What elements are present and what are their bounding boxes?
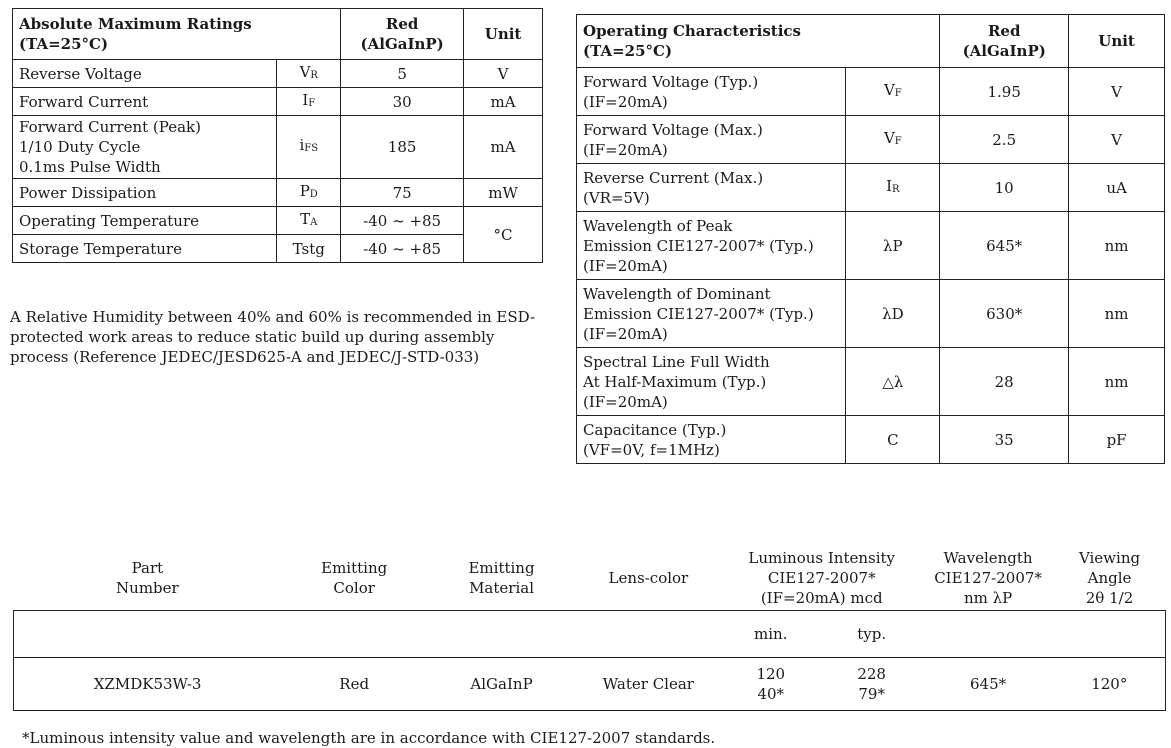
opc-row bbox=[577, 348, 1165, 416]
amr-red-header bbox=[341, 9, 464, 60]
opc-title-cell bbox=[577, 15, 940, 68]
amr-value: 75 bbox=[341, 179, 464, 207]
opc-value: 645* bbox=[940, 212, 1069, 280]
opc-unit: nm bbox=[1069, 280, 1165, 348]
opc-unit: nm bbox=[1069, 212, 1165, 280]
table-row bbox=[14, 658, 1166, 711]
viewing-angle-header: Viewing Angle 2θ 1/2 bbox=[1078, 549, 1141, 607]
typ-label: typ. bbox=[821, 611, 923, 658]
amr-title: Absolute Maximum Ratings bbox=[19, 15, 252, 33]
amr-red-label: Red bbox=[385, 15, 419, 33]
opc-red-label: Red bbox=[987, 22, 1021, 40]
luminous-min: 120 40* bbox=[721, 658, 821, 711]
viewing-angle-value: 120° bbox=[1054, 658, 1166, 711]
part-table-header bbox=[14, 546, 1166, 611]
amr-unit: mA bbox=[464, 88, 543, 116]
amr-unit: V bbox=[464, 60, 543, 88]
amr-material-label: (AlGaInP) bbox=[360, 35, 444, 53]
opc-row bbox=[577, 68, 1165, 116]
footnote: *Luminous intensity value and wavelength are in accordance with CIE127-2007 standards. bbox=[22, 729, 716, 747]
part-number-table bbox=[13, 546, 1166, 711]
amr-unit-header: Unit bbox=[464, 9, 543, 60]
opc-value: 2.5 bbox=[940, 116, 1069, 164]
opc-param: Capacitance (Typ.) (VF=0V, f=1MHz) bbox=[577, 416, 846, 464]
amr-value: -40 ~ +85 bbox=[341, 207, 464, 235]
lens-color-header: Lens-color bbox=[608, 569, 689, 587]
opc-symbol: △λ bbox=[846, 348, 940, 416]
amr-row bbox=[13, 207, 543, 235]
amr-param: Power Dissipation bbox=[13, 179, 277, 207]
amr-row bbox=[13, 116, 543, 179]
opc-red-header bbox=[940, 15, 1069, 68]
amr-symbol: $V_R$ bbox=[277, 60, 341, 88]
opc-material-label: (AlGaInP) bbox=[962, 42, 1046, 60]
amr-symbol: $P_D$ bbox=[277, 179, 341, 207]
amr-symbol: $I_F$ bbox=[277, 88, 341, 116]
lens-color: Water Clear bbox=[576, 658, 721, 711]
opc-row bbox=[577, 212, 1165, 280]
opc-param: Spectral Line Full Width At Half-Maximum (Typ.) (IF=20mA) bbox=[577, 348, 846, 416]
opc-row bbox=[577, 164, 1165, 212]
amr-row bbox=[13, 235, 543, 263]
opc-value: 10 bbox=[940, 164, 1069, 212]
opc-title: Operating Characteristics bbox=[583, 22, 802, 40]
amr-param: Reverse Voltage bbox=[13, 60, 277, 88]
opc-value: 630* bbox=[940, 280, 1069, 348]
absolute-maximum-ratings-table bbox=[12, 8, 543, 263]
opc-param: Wavelength of Peak Emission CIE127-2007* (Typ.) (IF=20mA) bbox=[577, 212, 846, 280]
amr-param: Storage Temperature bbox=[13, 235, 277, 263]
amr-row bbox=[13, 179, 543, 207]
amr-row bbox=[13, 88, 543, 116]
amr-unit: mA bbox=[464, 116, 543, 179]
opc-param: Forward Voltage (Max.) (IF=20mA) bbox=[577, 116, 846, 164]
wavelength-header: Wavelength CIE127-2007* nm λP bbox=[934, 549, 1042, 607]
amr-param: Forward Current (Peak) 1/10 Duty Cycle 0.1ms Pulse Width bbox=[13, 116, 277, 179]
opc-param: Wavelength of Dominant Emission CIE127-2007* (Typ.) (IF=20mA) bbox=[577, 280, 846, 348]
operating-characteristics-table bbox=[576, 14, 1165, 464]
amr-condition: (TA=25°C) bbox=[19, 35, 109, 53]
emitting-color-header: Emitting Color bbox=[321, 559, 388, 597]
opc-symbol: $V_F$ bbox=[846, 116, 940, 164]
emitting-color: Red bbox=[281, 658, 427, 711]
part-table-subheader bbox=[14, 611, 1166, 658]
opc-row bbox=[577, 416, 1165, 464]
part-number-header: Part Number bbox=[116, 559, 179, 597]
opc-unit: pF bbox=[1069, 416, 1165, 464]
opc-value: 35 bbox=[940, 416, 1069, 464]
opc-value: 1.95 bbox=[940, 68, 1069, 116]
amr-title-cell bbox=[13, 9, 341, 60]
opc-value: 28 bbox=[940, 348, 1069, 416]
opc-param: Reverse Current (Max.) (VR=5V) bbox=[577, 164, 846, 212]
opc-symbol: C bbox=[846, 416, 940, 464]
opc-unit-header: Unit bbox=[1069, 15, 1165, 68]
amr-symbol: $i_{FS}$ bbox=[277, 116, 341, 179]
opc-unit: V bbox=[1069, 68, 1165, 116]
opc-symbol: λP bbox=[846, 212, 940, 280]
emitting-material-header: Emitting Material bbox=[468, 559, 535, 597]
amr-value: 5 bbox=[341, 60, 464, 88]
amr-value: 185 bbox=[341, 116, 464, 179]
opc-symbol: $V_F$ bbox=[846, 68, 940, 116]
amr-value: -40 ~ +85 bbox=[341, 235, 464, 263]
opc-unit: V bbox=[1069, 116, 1165, 164]
opc-unit: uA bbox=[1069, 164, 1165, 212]
amr-row bbox=[13, 60, 543, 88]
part-number: XZMDK53W-3 bbox=[14, 658, 282, 711]
opc-row bbox=[577, 116, 1165, 164]
amr-value: 30 bbox=[341, 88, 464, 116]
opc-symbol: $I_R$ bbox=[846, 164, 940, 212]
amr-param: Forward Current bbox=[13, 88, 277, 116]
humidity-note: A Relative Humidity between 40% and 60% is recommended in ESD-protected work areas to reduce static build up during assembly process (Reference JEDEC/JESD625-A and JEDEC/J-STD-033) bbox=[10, 308, 536, 366]
amr-param: Operating Temperature bbox=[13, 207, 277, 235]
wavelength-value: 645* bbox=[923, 658, 1054, 711]
amr-symbol: Tstg bbox=[277, 235, 341, 263]
luminous-intensity-header: Luminous Intensity CIE127-2007* (IF=20mA) mcd bbox=[748, 549, 896, 607]
opc-unit: nm bbox=[1069, 348, 1165, 416]
luminous-typ: 228 79* bbox=[821, 658, 923, 711]
opc-param: Forward Voltage (Typ.) (IF=20mA) bbox=[577, 68, 846, 116]
amr-unit: °C bbox=[464, 207, 543, 263]
amr-unit: mW bbox=[464, 179, 543, 207]
opc-symbol: λD bbox=[846, 280, 940, 348]
min-label: min. bbox=[721, 611, 821, 658]
emitting-material: AlGaInP bbox=[427, 658, 576, 711]
opc-condition: (TA=25°C) bbox=[583, 42, 673, 60]
amr-symbol: $T_A$ bbox=[277, 207, 341, 235]
opc-row bbox=[577, 280, 1165, 348]
